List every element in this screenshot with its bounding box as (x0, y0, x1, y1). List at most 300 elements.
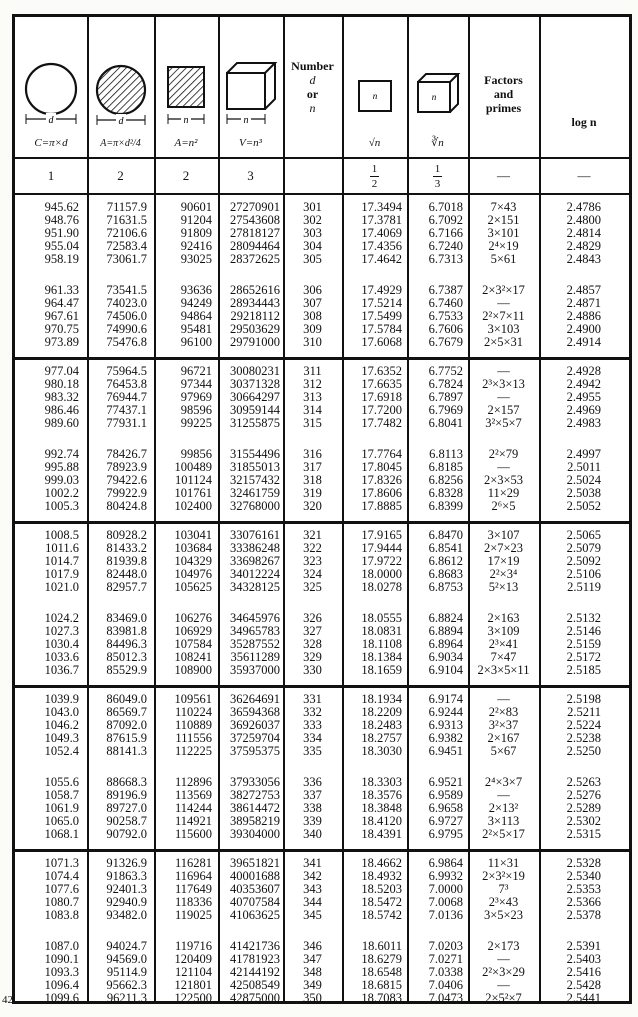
square-cell: 103684 (174, 541, 212, 555)
circumference-cell: 1052.4 (44, 744, 79, 758)
cube-cell: 34965783 (230, 624, 280, 638)
header-number (283, 17, 342, 157)
circumference-cell: 1061.9 (44, 801, 79, 815)
circumference-cell: 1080.7 (44, 895, 79, 909)
cube-root-cell: 6.8683 (428, 567, 463, 581)
square-root-cell: 18.4391 (361, 827, 402, 841)
square-cell: 116964 (174, 869, 212, 883)
square-root-cell: 17.7200 (361, 403, 402, 417)
factors-cell: — (497, 460, 510, 474)
circumference-cell: 1093.3 (44, 965, 79, 979)
area-cell: 92401.3 (106, 882, 147, 896)
log-cell: 2.5119 (567, 580, 601, 594)
factors-cell: 2²×83 (488, 705, 519, 719)
square-root-cell: 18.0555 (361, 611, 402, 625)
cube-root-cell: 6.8041 (428, 416, 463, 430)
cube-root-cell: 6.7824 (428, 377, 463, 391)
cube-cell: 30664297 (230, 390, 280, 404)
cube-cell: 34328125 (230, 580, 280, 594)
factors-cell: 2×5²×7 (485, 991, 522, 1005)
number-cell: 303 (303, 226, 322, 240)
factors-cell: 3×113 (487, 814, 520, 828)
cube-root-cell: 6.7018 (428, 200, 463, 214)
log-cell: 2.5159 (566, 637, 601, 651)
circumference-cell: 1030.4 (44, 637, 79, 651)
area-cell: 77931.1 (106, 416, 147, 430)
circumference-cell: 1002.2 (44, 486, 79, 500)
circumference-cell: 1083.8 (44, 908, 79, 922)
square-root-cell: 18.5203 (361, 882, 402, 896)
area-cell: 94569.0 (106, 952, 147, 966)
square-cell: 101761 (174, 486, 212, 500)
log-cell: 2.4955 (566, 390, 601, 404)
cube-cell: 33698267 (230, 554, 280, 568)
area-cell: 95662.3 (106, 978, 147, 992)
log-cell: 2.4914 (566, 335, 601, 349)
cube-root-cell: 6.7679 (428, 335, 463, 349)
circumference-cell: 983.32 (44, 390, 79, 404)
cube-cell: 29791000 (230, 335, 280, 349)
factors-cell: 2³×3×13 (482, 377, 525, 391)
cube-cell: 28372625 (230, 252, 280, 266)
square-cell: 106929 (174, 624, 212, 638)
cube-root-cell: 7.0338 (428, 965, 463, 979)
cube-root-cell: 6.8964 (428, 637, 463, 651)
cube-cell: 32768000 (230, 499, 280, 513)
number-cell: 325 (303, 580, 322, 594)
sqrt-label: √n (368, 137, 381, 149)
log-cell: 2.5092 (566, 554, 601, 568)
hatched-circle-icon (90, 54, 152, 138)
circumference-cell: 1046.2 (44, 718, 79, 732)
square-root-cell: 18.0000 (361, 567, 402, 581)
log-cell: 2.5038 (566, 486, 601, 500)
log-cell: 2.5238 (566, 731, 601, 745)
cube-cell: 40707584 (230, 895, 280, 909)
number-cell: 312 (303, 377, 322, 391)
factors-cell: 2²×79 (488, 447, 519, 461)
area-cell: 86049.0 (106, 692, 147, 706)
number-cell: 315 (303, 416, 322, 430)
factors-cell: 2²×3⁴ (489, 567, 518, 581)
square-cell: 97344 (180, 377, 212, 391)
area-cell: 81433.2 (106, 541, 147, 555)
log-cell: 2.5065 (566, 528, 601, 542)
number-cell: 322 (303, 541, 322, 555)
area-cell: 91863.3 (106, 869, 147, 883)
log-cell: 2.5378 (566, 908, 601, 922)
area-cell: 95114.9 (106, 965, 147, 979)
factors-cell: 2⁶×5 (491, 499, 516, 513)
log-cell: 2.5340 (566, 869, 601, 883)
cube-root-cell: 7.0136 (428, 908, 463, 922)
cube-root-cell: 6.9174 (428, 692, 463, 706)
number-cell: 326 (303, 611, 322, 625)
hatched-square-icon (158, 53, 214, 137)
number-label-d: d (309, 73, 316, 87)
square-cell: 118336 (174, 895, 212, 909)
number-cell: 317 (303, 460, 322, 474)
factors-cell: 2×3×5×11 (477, 663, 530, 677)
cube-root-cell: 6.9658 (428, 801, 463, 815)
square-root-cell: 17.5499 (361, 309, 402, 323)
log-cell: 2.5403 (566, 952, 601, 966)
table-row (15, 828, 629, 841)
diagram-label-d: d (48, 115, 54, 126)
square-root-cell: 18.4662 (361, 856, 402, 870)
number-cell: 321 (303, 528, 322, 542)
number-cell: 305 (303, 252, 322, 266)
circumference-cell: 1033.6 (44, 650, 79, 664)
square-cell: 113569 (174, 788, 212, 802)
log-cell: 2.4983 (566, 416, 601, 430)
group-rule (15, 521, 629, 524)
square-cell: 105625 (174, 580, 212, 594)
cube-cell: 38958219 (230, 814, 280, 828)
square-root-cell: 18.1934 (361, 692, 402, 706)
cube-root-cell: 6.7533 (428, 309, 463, 323)
square-root-cell: 17.8045 (361, 460, 402, 474)
square-cell: 97969 (180, 390, 212, 404)
cube-cell: 29218112 (230, 309, 280, 323)
cube-root-cell: 6.7606 (428, 322, 463, 336)
cube-root-cell: 6.8753 (428, 580, 463, 594)
cube-cell: 39651821 (230, 856, 280, 870)
square-cell: 109561 (174, 692, 212, 706)
square-root-cell: 18.0831 (361, 624, 402, 638)
table-row (15, 909, 629, 922)
square-root-cell: 17.6918 (361, 390, 402, 404)
circumference-cell: 973.89 (44, 335, 79, 349)
circumference-cell: 1014.7 (44, 554, 79, 568)
factors-label: Factors (484, 73, 523, 87)
table-row (15, 745, 629, 758)
area-cell: 78923.9 (106, 460, 147, 474)
header-sqrt (342, 17, 407, 157)
log-cell: 2.4900 (566, 322, 601, 336)
circumference-cell: 1043.0 (44, 705, 79, 719)
circumference-cell: 1065.0 (44, 814, 79, 828)
number-cell: 336 (303, 775, 322, 789)
log-cell: 2.5224 (566, 718, 601, 732)
factors-cell: 3×103 (487, 322, 520, 336)
area-cell: 74023.0 (106, 296, 147, 310)
square-root-cell: 18.2483 (361, 718, 402, 732)
factors-cell: 2×3×53 (483, 473, 524, 487)
square-root-cell: 18.2757 (361, 731, 402, 745)
square-cell: 112225 (174, 744, 212, 758)
square-cell: 92416 (180, 239, 212, 253)
square-root-cell: 18.6279 (361, 952, 402, 966)
cube-cell: 36264691 (230, 692, 280, 706)
log-cell: 2.5079 (566, 541, 601, 555)
square-cell: 119025 (174, 908, 212, 922)
area-cell: 73061.7 (106, 252, 147, 266)
factors-label-primes: primes (485, 101, 522, 115)
area-cell: 89196.9 (106, 788, 147, 802)
header-factors (468, 17, 539, 157)
number-cell: 344 (303, 895, 322, 909)
area-cell: 80928.2 (106, 528, 147, 542)
table-row (15, 581, 629, 594)
number-cell: 348 (303, 965, 322, 979)
number-cell: 304 (303, 239, 322, 253)
circumference-cell: 1008.5 (44, 528, 79, 542)
circumference-cell: 955.04 (44, 239, 79, 253)
factors-cell: 2×163 (487, 611, 520, 625)
square-cell: 96721 (180, 364, 212, 378)
cube-cell: 41781923 (230, 952, 280, 966)
square-cell: 91809 (180, 226, 212, 240)
log-cell: 2.5198 (566, 692, 601, 706)
cube-root-cell: 6.9451 (428, 744, 463, 758)
header-circumference (15, 17, 87, 157)
number-cell: 342 (303, 869, 322, 883)
area-cell: 88668.3 (106, 775, 147, 789)
square-root-cell: 18.0278 (361, 580, 402, 594)
circumference-cell: 967.61 (44, 309, 79, 323)
square-cell: 120409 (174, 952, 212, 966)
square-root-cell: 18.7083 (361, 991, 402, 1005)
factors-cell: — (497, 296, 510, 310)
area-cell: 85529.9 (106, 663, 147, 677)
cube-root-cell: 6.8470 (428, 528, 463, 542)
circumference-cell: 1024.2 (44, 611, 79, 625)
number-cell: 338 (303, 801, 322, 815)
number-cell: 323 (303, 554, 322, 568)
area-cell: 85012.3 (106, 650, 147, 664)
number-cell: 302 (303, 213, 322, 227)
cube-root-cell: 6.7460 (428, 296, 463, 310)
column-number-fraction (407, 159, 468, 193)
log-cell: 2.5106 (566, 567, 601, 581)
header-log (539, 17, 629, 157)
table-row (15, 500, 629, 513)
small-square-icon (350, 53, 400, 137)
circumference-cell: 1011.6 (45, 541, 79, 555)
circumference-cell: 1099.6 (44, 991, 79, 1005)
factors-cell: 5²×13 (488, 580, 519, 594)
cube-cell: 41421736 (230, 939, 280, 953)
number-cell: 337 (303, 788, 322, 802)
square-cell: 93636 (180, 283, 212, 297)
area-cell: 87092.0 (106, 718, 147, 732)
cube-root-cell: 6.9932 (428, 869, 463, 883)
square-root-cell: 18.6548 (361, 965, 402, 979)
square-cell: 104329 (174, 554, 212, 568)
square-root-cell: 18.3848 (361, 801, 402, 815)
square-root-cell: 17.3781 (361, 213, 402, 227)
circumference-cell: 1090.1 (44, 952, 79, 966)
square-root-cell: 17.8885 (361, 499, 402, 513)
circumference-cell: 1017.9 (44, 567, 79, 581)
cube-root-cell: 7.0271 (428, 952, 463, 966)
cube-formula: V=n³ (239, 137, 262, 149)
square-cell: 94864 (180, 309, 212, 323)
area-cell: 90792.0 (106, 827, 147, 841)
number-cell: 350 (303, 991, 322, 1005)
cube-cell: 30080231 (230, 364, 280, 378)
cube-cell: 27543608 (230, 213, 280, 227)
area-cell: 71631.5 (106, 213, 147, 227)
square-cell: 102400 (174, 499, 212, 513)
log-cell: 2.4871 (566, 296, 601, 310)
area-cell: 79422.6 (106, 473, 147, 487)
cube-root-cell: 6.7969 (428, 403, 463, 417)
column-number: 2 (182, 168, 190, 183)
number-cell: 332 (303, 705, 322, 719)
circumference-cell: 1021.0 (44, 580, 79, 594)
cube-root-cell: 6.9589 (428, 788, 463, 802)
square-root-cell: 17.3494 (361, 200, 402, 214)
diagram-label-n: n (372, 91, 377, 101)
circumference-cell: 970.75 (44, 322, 79, 336)
number-cell: 328 (303, 637, 322, 651)
area-cell: 90258.7 (106, 814, 147, 828)
factors-cell: 2×5×31 (483, 335, 524, 349)
number-cell: 308 (303, 309, 322, 323)
circumference-cell: 986.46 (44, 403, 79, 417)
cube-root-cell: 6.8185 (428, 460, 463, 474)
log-cell: 2.5146 (566, 624, 601, 638)
area-cell: 82957.7 (106, 580, 147, 594)
square-cell: 110224 (174, 705, 212, 719)
square-root-cell: 18.5472 (361, 895, 402, 909)
circumference-cell: 1055.6 (44, 775, 79, 789)
factors-cell: 17×19 (487, 554, 520, 568)
log-cell: 2.4814 (566, 226, 601, 240)
group-rule (15, 357, 629, 360)
square-root-cell: 18.3576 (361, 788, 402, 802)
cube-root-cell: 6.8256 (428, 473, 463, 487)
log-cell: 2.4886 (566, 309, 601, 323)
number-cell: 340 (303, 827, 322, 841)
log-cell: 2.4829 (566, 239, 601, 253)
square-cell: 117649 (174, 882, 212, 896)
factors-cell: — (497, 952, 510, 966)
area-cell: 94024.7 (106, 939, 147, 953)
cube-cell: 35287552 (230, 637, 280, 651)
number-cell: 324 (303, 567, 322, 581)
cube-root-cell: 6.7166 (428, 226, 463, 240)
square-cell: 108241 (174, 650, 212, 664)
square-root-cell: 17.4069 (361, 226, 402, 240)
fraction-numerator: 1 (434, 162, 441, 175)
area-cell: 75964.5 (106, 364, 147, 378)
number-label: Number (291, 59, 334, 73)
log-cell: 2.5353 (566, 882, 601, 896)
row-rule (15, 193, 629, 195)
square-cell: 119716 (174, 939, 212, 953)
square-cell: 114244 (174, 801, 212, 815)
number-cell: 311 (303, 364, 322, 378)
square-root-cell: 17.9722 (361, 554, 402, 568)
cube-cell: 31554496 (230, 447, 280, 461)
number-label-n: n (309, 101, 316, 115)
cube-cell: 36594368 (230, 705, 280, 719)
square-root-cell: 17.5784 (361, 322, 402, 336)
number-cell: 334 (303, 731, 322, 745)
square-root-cell: 18.1108 (361, 637, 402, 651)
log-cell: 2.5132 (566, 611, 601, 625)
square-root-cell: 18.2209 (361, 705, 402, 719)
number-cell: 341 (303, 856, 322, 870)
log-cell: 2.5289 (566, 801, 601, 815)
square-cell: 103041 (174, 528, 212, 542)
number-cell: 313 (303, 390, 322, 404)
square-root-cell: 17.4642 (361, 252, 402, 266)
square-cell: 110889 (174, 718, 212, 732)
cube-cell: 28652616 (230, 283, 280, 297)
square-cell: 114921 (174, 814, 212, 828)
diagram-label-n: n (431, 92, 436, 102)
number-label-or: or (306, 87, 319, 101)
circumference-cell: 995.88 (44, 460, 79, 474)
factors-cell: 2×151 (487, 213, 520, 227)
factors-cell: 2²×5×17 (482, 827, 525, 841)
square-cell: 121104 (174, 965, 212, 979)
log-cell: 2.5428 (566, 978, 601, 992)
number-cell: 329 (303, 650, 322, 664)
cube-cell: 28094464 (230, 239, 280, 253)
square-cell: 101124 (174, 473, 212, 487)
cube-cell: 31855013 (230, 460, 280, 474)
circumference-cell: 945.62 (44, 200, 79, 214)
factors-cell: 11×31 (487, 856, 520, 870)
cube-cell: 29503629 (230, 322, 280, 336)
square-cell: 95481 (180, 322, 212, 336)
small-cube-icon (410, 52, 466, 136)
page-number: 42 (2, 994, 13, 1006)
factors-cell: — (497, 364, 510, 378)
group-rule (15, 685, 629, 688)
factors-cell: 7×47 (490, 650, 517, 664)
number-cell: 327 (303, 624, 322, 638)
factors-cell: 2×173 (487, 939, 520, 953)
factors-cell: — (497, 692, 510, 706)
area-cell: 84496.3 (106, 637, 147, 651)
log-cell: 2.5416 (566, 965, 601, 979)
square-root-cell: 18.6815 (361, 978, 402, 992)
number-cell: 345 (303, 908, 322, 922)
cube-cell: 27818127 (230, 226, 280, 240)
column-number: 2 (117, 168, 124, 183)
square-cell: 112896 (174, 775, 212, 789)
area-cell: 92940.9 (106, 895, 147, 909)
cube-cell: 37933056 (230, 775, 280, 789)
square-cell: 93025 (180, 252, 212, 266)
number-cell: 316 (303, 447, 322, 461)
factors-cell: 2³×41 (488, 637, 519, 651)
column-number-fraction (342, 159, 407, 193)
cube-cell: 40353607 (230, 882, 280, 896)
square-root-cell: 17.5214 (361, 296, 402, 310)
area-cell: 83469.0 (106, 611, 147, 625)
cube-root-cell: 7.0068 (428, 895, 463, 909)
cube-root-cell: 6.7313 (428, 252, 463, 266)
factors-cell: 5×67 (490, 744, 517, 758)
circumference-cell: 1027.3 (44, 624, 79, 638)
cube-root-cell: 6.9795 (428, 827, 463, 841)
number-cell: 320 (303, 499, 322, 513)
log-cell: 2.5052 (566, 499, 601, 513)
factors-cell: 2×3²×19 (482, 869, 525, 883)
log-cell: 2.5011 (567, 460, 601, 474)
table-row (15, 336, 629, 349)
number-cell: 309 (303, 322, 322, 336)
factors-cell: 5×61 (490, 252, 517, 266)
area-cell: 83981.8 (106, 624, 147, 638)
